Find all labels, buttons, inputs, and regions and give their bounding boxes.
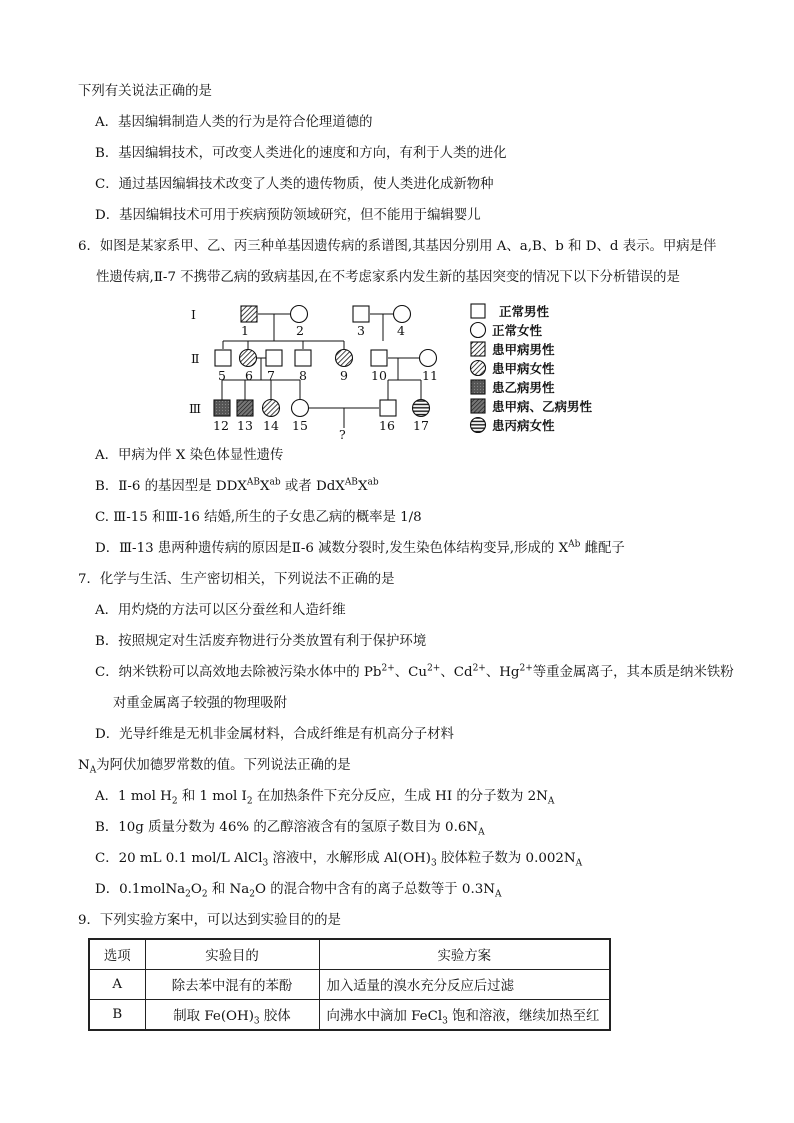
experiment-table <box>88 938 611 1031</box>
individual-label: 7 <box>267 368 275 383</box>
legend-normal-female-icon <box>471 323 486 338</box>
generation-label-3: Ⅲ <box>189 401 202 416</box>
individual-label: 8 <box>299 368 307 383</box>
q6-option-c: C. Ⅲ-15 和Ⅲ-16 结婚,所生的子女患乙病的概率是 1/8 <box>95 510 422 525</box>
table-header: 实验目的 <box>145 939 319 970</box>
legend-normal-male-icon <box>471 304 485 318</box>
legend-jia-yi-male-icon <box>471 399 485 413</box>
q8-option-b: B．10g 质量分数为 46% 的乙醇溶液含有的氢原子数目为 $0.6N_A$ <box>95 820 485 838</box>
q7-option-c-line1: C．纳米铁粉可以高效地去除被污染水体中的 $Pb^{2+}$、$Cu^{2+}$、$Cd^{2+}$、$Hg^{2+}$等重金属离子，其本质是纳米铁粉 <box>95 663 734 680</box>
q8-option-c: C．20 mL 0.1 mol/L AlCl$_3$ 溶液中，水解形成 $Al(OH)_3$ 胶体粒子数为 $0.002N_A$ <box>95 851 583 869</box>
individual-label: 1 <box>241 323 249 338</box>
legend-label: 患甲病女性 <box>492 361 555 376</box>
q5-option-d: D．基因编辑技术可用于疾病预防领域研究，但不能用于编辑婴儿 <box>95 208 481 223</box>
q7-option-d: D．光导纤维是无机非金属材料，合成纤维是有机高分子材料 <box>95 727 454 742</box>
q8-stem: $N_A$为阿伏加德罗常数的值。下列说法正确的是 <box>78 758 351 776</box>
q7-option-c-line2: 对重金属离子较强的物理吸附 <box>113 696 288 711</box>
individual-label: 12 <box>213 418 229 433</box>
q6-stem-line2: 性遗传病,Ⅱ-7 不携带乙病的致病基因,在不考虑家系内发生新的基因突变的情况下以下分析错误的是 <box>96 270 680 285</box>
table-header: 实验方案 <box>319 939 610 970</box>
table-row <box>89 970 610 1000</box>
individual-label: 2 <box>296 323 304 338</box>
individual-label: 17 <box>413 418 429 433</box>
table-cell: A <box>89 970 145 1000</box>
individual-label: 15 <box>292 418 308 433</box>
individual-label: 6 <box>245 368 253 383</box>
individual-label: 11 <box>422 368 438 383</box>
individual-label: 10 <box>371 368 387 383</box>
q5-option-a: A．基因编辑制造人类的行为是符合伦理道德的 <box>95 115 373 130</box>
legend-label: 患乙病男性 <box>492 380 555 395</box>
legend-jia-male-icon <box>471 342 485 356</box>
individual-label: 9 <box>340 368 348 383</box>
individual-label: 4 <box>397 323 405 338</box>
offspring-question-mark: ? <box>339 427 346 442</box>
table-row <box>89 1000 610 1031</box>
q6-option-d: D．Ⅲ-13 患两种遗传病的原因是Ⅱ-6 减数分裂时,发生染色体结构变异,形成的 $X^{Ab}$ 雌配子 <box>95 539 625 556</box>
table-cell: 向沸水中滴加 FeCl$_3$ 饱和溶液，继续加热至红 <box>319 1000 610 1031</box>
q7-option-b: B．按照规定对生活废弃物进行分类放置有利于保护环境 <box>95 634 427 649</box>
q7-stem: 7．化学与生活、生产密切相关，下列说法不正确的是 <box>78 572 395 587</box>
individual-label: 3 <box>357 323 365 338</box>
individual-label: 14 <box>263 418 279 433</box>
q5-option-b: B．基因编辑技术，可改变人类进化的速度和方向，有利于人类的进化 <box>95 146 507 161</box>
legend-label: 正常男性 <box>499 304 550 319</box>
q7-option-a: A．用灼烧的方法可以区分蚕丝和人造纤维 <box>95 603 346 618</box>
legend-yi-male-icon <box>471 380 485 394</box>
generation-label-1: Ⅰ <box>191 307 196 322</box>
legend-label: 正常女性 <box>492 323 543 338</box>
legend-label: 患丙病女性 <box>492 418 555 433</box>
table-header-row <box>89 939 610 970</box>
q5-option-c: C．通过基因编辑技术改变了人类的遗传物质，使人类进化成新物种 <box>95 177 494 192</box>
table-header: 选项 <box>89 939 145 970</box>
table-cell: 除去苯中混有的苯酚 <box>145 970 319 1000</box>
table-cell: 加入适量的溴水充分反应后过滤 <box>319 970 610 1000</box>
table-cell: 制取 $Fe(OH)_3$ 胶体 <box>145 1000 319 1031</box>
legend-bing-female-icon <box>471 418 486 433</box>
q9-stem: 9．下列实验方案中，可以达到实验目的的是 <box>78 913 341 928</box>
individual-label: 16 <box>379 418 395 433</box>
q8-option-a: A．1 mol $H_2$ 和 1 mol $I_2$ 在加热条件下充分反应，生成 HI 的分子数为 $2N_A$ <box>95 789 555 807</box>
q8-option-d: D．$0.1molNa_2O_2$ 和 $Na_2O$ 的混合物中含有的离子总数等于 $0.3N_A$ <box>95 882 502 900</box>
individual-label: 13 <box>237 418 253 433</box>
legend-label: 患甲病男性 <box>492 342 555 357</box>
table-cell: B <box>89 1000 145 1031</box>
q6-option-a: A．甲病为伴 X 染色体显性遗传 <box>95 448 284 463</box>
pedigree-diagram <box>185 298 625 444</box>
q6-stem-line1: 6．如图是某家系甲、乙、丙三种单基因遗传病的系谱图,其基因分别用 A、a,B、b 和 D、d 表示。甲病是伴 <box>78 239 717 254</box>
individual-label: 5 <box>218 368 226 383</box>
legend-jia-female-icon <box>471 361 486 376</box>
question-intro: 下列有关说法正确的是 <box>78 84 212 99</box>
legend-label: 患甲病、乙病男性 <box>492 399 593 414</box>
generation-label-2: Ⅱ <box>191 351 200 366</box>
q6-option-b: B．Ⅱ-6 的基因型是 $DDX^{AB}X^{ab}$ 或者 $DdX^{AB}X^{ab}$ <box>95 477 379 494</box>
